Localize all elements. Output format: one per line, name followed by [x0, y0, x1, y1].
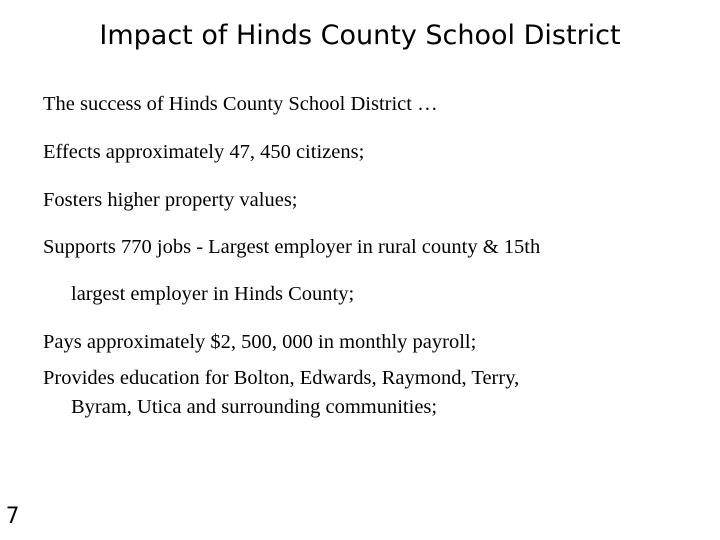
- bullet-jobs: Supports 770 jobs - Largest employer in rural county & 15th: [43, 236, 541, 258]
- bullet-citizens: Effects approximately 47, 450 citizens;: [43, 141, 365, 163]
- bullet-jobs-continued: largest employer in Hinds County;: [71, 283, 355, 305]
- bullet-education-continued: Byram, Utica and surrounding communities;: [71, 396, 438, 418]
- page-number: 7: [6, 504, 20, 529]
- bullet-payroll: Pays approximately $2, 500, 000 in monthly payroll;: [43, 331, 477, 353]
- intro-text: The success of Hinds County School District …: [43, 93, 438, 115]
- bullet-property-values: Fosters higher property values;: [43, 189, 298, 211]
- page-title: Impact of Hinds County School District: [99, 20, 621, 51]
- bullet-education: Provides education for Bolton, Edwards, Raymond, Terry,: [43, 367, 520, 389]
